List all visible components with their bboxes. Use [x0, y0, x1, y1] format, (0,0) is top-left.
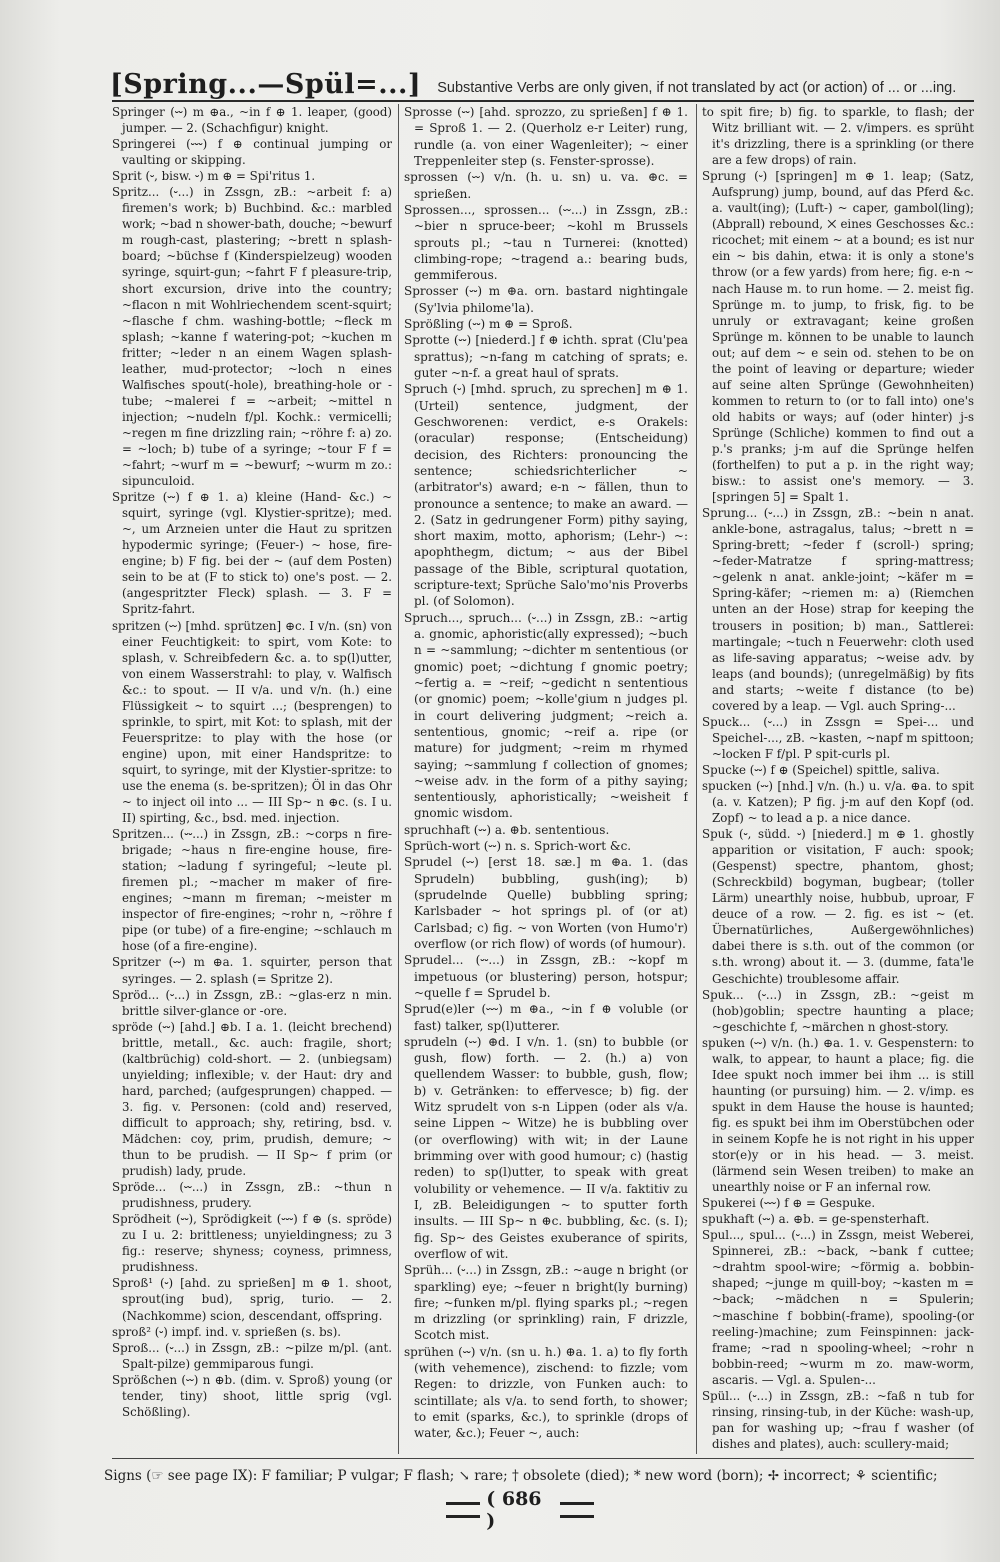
page-number: [440, 1488, 600, 1532]
header-rule: [112, 100, 974, 102]
dictionary-entry: sproß² (⏑) impf. ind. v. sprießen (s. bs).: [112, 1324, 342, 1339]
footer-rule: [112, 1458, 974, 1459]
ornament-icon: [560, 1502, 594, 1518]
dictionary-entry: Sprudel... (⏑⏑...) in Zssgn, zB.: ~kopf m impetuous (or blustering) person, hotspur; ~quelle f = Sprudel b.: [404, 953, 688, 1000]
dictionary-entry: Spukerei (⏑⏑⏑) f ⊕ = Gespuke.: [702, 1196, 876, 1211]
dictionary-entry: Spritzen... (⏑⏑...) in Zssgn, zB.: ~corps n fire-brigade; ~haus n fire-engine house, fire-station; ~ladung f syringeful; ~leute pl. firemen pl.; ~macher m maker of fire-engines; ~mann m fireman; ~meister m inspector of fire-engines; ~rohr n, ~röhre f pipe (or tube) of a fire-engine; ~schlauch m hose (of a fire-engine).: [112, 827, 392, 954]
dictionary-entry: Sprüh... (⏑...) in Zssgn, zB.: ~auge n bright (or sparkling) eye; ~feuer n bright(ly burning) fire; ~funken m/pl. flying sparks pl.; ~regen m drizzling (or sprinkling) rain, F drizzle, Scotch mist.: [404, 1263, 688, 1343]
dictionary-entry: Sprit (⏑, bisw. ⏑) m ⊕ = Spi'ritus 1.: [112, 169, 316, 184]
page-header: [110, 60, 980, 100]
dictionary-entry: Sprüch-wort (⏑⏑) n. s. Sprich-wort &c.: [404, 839, 632, 854]
dictionary-entry: Spruch (⏑) [mhd. spruch, zu sprechen] m ⊕ 1. (Urteil) sentence, judgment, der Geschworenen: verdict, e-s Orakels: (oracular) response; (Entscheidung) decision, des Richters: pronouncing the sentence; schiedsrichterlicher ~ (arbitrator's) award; e-n ~ fällen, thun to pronounce a sentence; to make an award. — 2. (Satz in gedrungener Form) pithy saying, short maxim, motto, aphorism; (Lehr-) ~: apophthegm, dictum; ~ aus der Bibel passage of the Bible, scriptural quotation, scripture-text; Sprüche Salo'mo'nis Proverbs pl. (of Solomon).: [404, 382, 688, 609]
dictionary-entry: Spuk... (⏑...) in Zssgn, zB.: ~geist m (hob)goblin; spectre haunting a place; ~geschichte f, ~märchen n ghost-story.: [702, 987, 974, 1034]
dictionary-entry: spucken (⏑⏑) [nhd.] v/n. (h.) u. v/a. ⊕a. to spit (a. v. Katzen); P fig. j-m auf den Kopf (od. Zopf) ~ to lead a p. a nice dance.: [702, 778, 974, 826]
dictionary-entry: Spuck... (⏑...) in Zssgn = Spei-... und Speichel-..., zB. ~kasten, ~napf m spittoon; ~locken F f/pl. P spit-curls pl.: [702, 714, 974, 761]
dictionary-entry: Sprud(e)ler (⏑⏑⏑) m ⊕a., ~in f ⊕ voluble (or fast) talker, sp(l)utterer.: [404, 1002, 688, 1033]
dictionary-entry: Sprudel (⏑⏑) [erst 18. sæ.] m ⊕a. 1. (das Sprudeln) bubbling, gush(ing); b) (sprudelnde Quelle) bubbling spring; Karlsbader ~ hot springs pl. of (or at) Carlsbad; c) fig. ~ von Worten (von Humo'r) overflow (or rich flow) of words (of humour).: [404, 855, 688, 951]
column-2: [404, 104, 688, 1454]
ornament-icon: [446, 1502, 480, 1518]
page-number-text: ( 686 ): [486, 1488, 542, 1532]
dictionary-entry: sprossen (⏑⏑) v/n. (h. u. sn) u. va. ⊕c. = sprießen.: [404, 170, 688, 201]
dictionary-entry: sprühen (⏑⏑) v/n. (sn u. h.) ⊕a. 1. a) to fly forth (with vehemence), zischend: to fizzle; vom Regen: to drizzle, von Funken auch: to scintillate; als v/a. to send forth, to shower; to emit (sparks, &c.), to sprinkle (drops of water, &c.); Feuer ~, auch:: [404, 1344, 688, 1441]
dictionary-entry: Sprosse (⏑⏑) [ahd. sprozzo, zu sprießen] f ⊕ 1. = Sproß 1. — 2. (Querholz e-r Leiter) rung, rundle (a. von einer Wagenleiter); ~ einer Treppenleiter step (s. Fenster-sprosse).: [404, 105, 688, 168]
dictionary-entry: Spül... (⏑...) in Zssgn, zB.: ~faß n tub for rinsing, rinsing-tub, in der Küche: wash-up, pan for washing up; ~frau f washer (of dishes and plates), auch: scullery-maid;: [702, 1388, 974, 1451]
dictionary-entry: spruchhaft (⏑⏑) a. ⊕b. sententious.: [404, 822, 610, 837]
column-divider: [398, 104, 399, 1454]
dictionary-entry: Sprossen..., sprossen... (⏑⏑...) in Zssgn, zB.: ~bier n spruce-beer; ~kohl m Brussels sprouts pl.; ~tau n Turnerei: (knotted) climbing-rope; ~tragend a.: bearing buds, gemmiferous.: [404, 202, 688, 283]
dictionary-entry: Sproß¹ (⏑) [ahd. zu sprießen] m ⊕ 1. shoot, sprout(ing bud), sprig, turio. — 2. (Nachkomme) scion, descendant, offspring.: [112, 1276, 392, 1323]
dictionary-entry: Sprung... (⏑...) in Zssgn, zB.: ~bein n anat. ankle-bone, astragalus, talus; ~brett n = Spring-brett; ~feder f (scroll-) spring; ~feder-Matratze f spring-mattress; ~gelenk n anat. ankle-joint; ~käfer m = Spring-käfer; ~riemen m: a) (Riemchen unten an der Hose) strap for keeping the trousers in position; b) man., Sattlerei: martingale; ~tuch n Feuerwehr: cloth used as life-saving apparatus; ~weise adv. by leaps (and bounds); (unregelmäßig) by fits and starts; ~weite f distance (to be) covered by a leap. — Vgl. auch Spring-...: [702, 506, 974, 713]
dictionary-entry: Spritzer (⏑⏑) m ⊕a. 1. squirter, person that syringes. — 2. splash (= Spritze 2).: [112, 955, 392, 986]
signs-legend: Signs (☞ see page IX): F familiar; P vulgar; F flash; ↘ rare; † obsolete (died); * new word (born); ✢ incorrect; ⚘ scientific;: [104, 1468, 938, 1484]
dictionary-entry: to spit fire; b) fig. to sparkle, to flash; der Witz brilliant wit. — 2. v/impers. es sprüht it's drizzling, there is a sprinkling (or there are a few drops) of rain.: [702, 105, 974, 168]
dictionary-entry: spuken (⏑⏑) v/n. (h.) ⊕a. 1. v. Gespenstern: to walk, to appear, to haunt a place; fig. die Idee spukt noch immer bei ihm ... is still haunting (or pursuing) him. — 2. v/imp. es spukt in dem Hause the house is haunted; fig. es spukt bei ihm im Oberstübchen oder in seinem Kopfe he is not right in his upper stor(e)y or in his head. — 3. meist. (lärmend sein Wesen treiben) to make an unearthly noise or F an infernal row.: [702, 1035, 974, 1195]
column-divider: [696, 104, 697, 1454]
dictionary-entry: Sprosser (⏑⏑) m ⊕a. orn. bastard nightingale (Sy'lvia philome'la).: [404, 284, 688, 315]
dictionary-entry: Spritz... (⏑...) in Zssgn, zB.: ~arbeit f: a) firemen's work; b) Buchbind. &c.: marbled work; ~bad n shower-bath, douche; ~bewurf m rough-cast, plastering; ~brett n splash-board; ~büchse f (Kinderspielzeug) wooden syringe, squirt-gun; ~fahrt F f pleasure-trip, short excursion, drive into the country; ~flacon n mit Wohlriechendem scent-squirt; ~flasche f chm. washing-bottle; ~fleck m splash; ~kanne f watering-pot; ~kuchen m fritter; ~leder n an einem Wagen splash-leather, mud-protector; ~loch n eines Walfisches spout(-hole), breathing-hole or -tube; ~malerei f = ~arbeit; ~mittel n injection; ~nudeln f/pl. Kochk.: vermicelli; ~regen m fine drizzling rain; ~röhre f: a) zo. = ~loch; b) tube of a syringe; ~tour F f = ~fahrt; ~wurf m = ~bewurf; ~wurm m zo.: sipunculoid.: [112, 185, 392, 489]
dictionary-entry: Spröd... (⏑...) in Zssgn, zB.: ~glas-erz n min. brittle silver-glance or -ore.: [112, 987, 392, 1018]
dictionary-entry: Spritze (⏑⏑) f ⊕ 1. a) kleine (Hand- &c.) ~ squirt, syringe (vgl. Klystier-spritze); med. ~, um Arzneien unter die Haut zu spritzen hypodermic syringe; (Feuer-) ~ hose, fire-engine; b) F fig. bei der ~ (auf dem Posten) sein to be at (F to stick to) one's post. — 2. (angespritzter Fleck) splash. — 3. F = Spritz-fahrt.: [112, 490, 392, 617]
dictionary-entry: Sprödheit (⏑⏑), Sprödigkeit (⏑⏑⏑) f ⊕ (s. spröde) zu I u. 2: brittleness; unyieldingness; zu 3 fig.: reserve; shyness; coyness, primness, prudishness.: [112, 1212, 392, 1275]
dictionary-entry: Springer (⏑⏑) m ⊕a., ~in f ⊕ 1. leaper, (good) jumper. — 2. (Schachfigur) knight.: [112, 105, 392, 136]
column-3: [702, 104, 974, 1454]
dictionary-entry: Sprung (⏑) [springen] m ⊕ 1. leap; (Satz, Aufsprung) jump, bound, auf das Pferd &c. a. vault(ing); (Luft-) ~ caper, gambol(ling); (Abprall) rebound, ✕ eines Geschosses &c.: ricochet; mit einem ~ at a bound; es ist nur ein ~ bis dahin, etwa: it is only a stone's throw (or a few yards) from here; fig. e-n ~ nach Hause m. to run home. — 2. meist fig. Sprünge m. to jump, to frisk, fig. to be unruly or extravagant; keine großen Sprünge m. können to be unable to launch out; auf dem ~ e sein od. stehen to be on the point of leaving or departure; wieder auf seine alten Sprünge (Gewohnheiten) kommen to return to (or to fall into) one's old habits or ways; auf (oder hinter) j-s Sprünge (Schliche) kommen to find out a p.'s pranks; j-m auf die Sprünge helfen (forthelfen) to put a p. in the right way; bisw.: to assist one's memory. — 3. [springen 5] = Spalt 1.: [702, 169, 974, 505]
dictionary-entry: Spruch..., spruch... (⏑...) in Zssgn, zB.: ~artig a. gnomic, aphoristic(ally expressed); ~buch n = ~sammlung; ~dichter m sententious (or gnomic) poet; ~dichtung f gnomic poetry; ~fertig a. = ~reif; ~gedicht n sententious (or gnomic) poem; ~kolle'gium n judges pl. in court delivering judgment; ~reich a. sententious, gnomic; ~reif a. ripe (or mature) for judgment; ~reim m rhymed saying; ~sammlung f collection of gnomes; ~weise adv. in the form of a pithy saying; sententiously, aphoristically; ~weisheit f gnomic wisdom.: [404, 610, 688, 821]
running-head: [Spring...—Spül=...]: [110, 69, 422, 100]
dictionary-entry: spukhaft (⏑⏑) a. ⊕b. = ge-spensterhaft.: [702, 1212, 930, 1227]
dictionary-entry: Sprotte (⏑⏑) [niederd.] f ⊕ ichth. sprat (Clu'pea sprattus); ~n-fang m catching of sprats; e. guter ~n-f. a great haul of sprats.: [404, 333, 688, 380]
columns: [112, 104, 974, 1454]
column-1: [112, 104, 392, 1454]
dictionary-entry: Sproß... (⏑...) in Zssgn, zB.: ~pilze m/pl. (ant. Spalt-pilze) gemmiparous fungi.: [112, 1340, 392, 1371]
dictionary-entry: spritzen (⏑⏑) [mhd. sprützen] ⊕c. I v/n. (sn) von einer Feuchtigkeit: to spirt, vom Kote: to splash, v. Schreibfedern &c. a. to sp(l)utter, von einem Wasserstrahl: to play, v. Walfisch &c.: to spout. — II v/a. und v/n. (h.) eine Flüssigkeit ~ to squirt ...; (besprengen) to sprinkle, to spirt, mit Kot: to splash, mit der Feuerspritze: to play with the hose (or engine) upon, mit einer Handspritze: to squirt, to syringe, mit der Klystier-spritze: to use the enema (s. be-spritzen); Öl in das Ohr ~ to inject oil into ... — III Sp~ n ⊕c. (s. I u. II) spirting, &c., bsd. med. injection.: [112, 618, 392, 826]
dictionary-entry: sprudeln (⏑⏑) ⊕d. I v/n. 1. (sn) to bubble (or gush, flow) forth. — 2. (h.) a) von quellendem Wasser: to bubble, gush, flow; b) v. Getränken: to effervesce; b) fig. der Witz sprudelt von s-n Lippen (oder als v/a. seine Lippen ~ Witze) he is bubbling over (or overflowing) with wit; in der Laune brimming over with good humour; c) (hastig reden) to sp(l)utter, to speak with great volubility or vehemence. — II v/a. faktitiv zu I, zB. Beleidigungen ~ to sputter forth insults. — III Sp~ n ⊕c. bubbling, &c. (s. I); fig. Sp~ des Geistes exuberance of spirits, overflow of wit.: [404, 1034, 688, 1261]
dictionary-entry: Sprößling (⏑⏑) m ⊕ = Sproß.: [404, 317, 573, 332]
dictionary-entry: Sprößchen (⏑⏑) n ⊕b. (dim. v. Sproß) young (or tender, tiny) shoot, little sprig (vgl. Schößling).: [112, 1372, 392, 1419]
dictionary-entry: Spröde... (⏑⏑...) in Zssgn, zB.: ~thun n prudishness, prudery.: [112, 1180, 392, 1211]
header-note: Substantive Verbs are only given, if not translated by act (or action) of ... or ...ing.: [437, 80, 957, 96]
dictionary-entry: Spucke (⏑⏑) f ⊕ (Speichel) spittle, saliva.: [702, 762, 940, 777]
dictionary-entry: Spuk (⏑, südd. ⏑) [niederd.] m ⊕ 1. ghostly apparition or visitation, F auch: spook; (Gespenst) spectre, phantom, ghost; (Schreckbild) bogyman, bugbear; (toller Lärm) unearthly noise, hubbub, uproar, F deuce of a row. — 2. fig. es ist ~ (et. Übernatürliches, Außergewöhnliches) dabei there is s.th. out of the common (or s.th. wrong) about it. — 3. (dumme, fata'le Geschichte) troublesome affair.: [702, 827, 974, 986]
dictionary-entry: Springerei (⏑⏑⏑) f ⊕ continual jumping or vaulting or skipping.: [112, 137, 392, 168]
dictionary-entry: spröde (⏑⏑) [ahd.] ⊕b. I a. 1. (leicht brechend) brittle, metall., &c. auch: fragile, short; (kaltbrüchig) cold-short. — 2. (unbiegsam) unyielding; inflexible; v. der Haut: dry and hard, parched; (aufgesprungen) chapped. — 3. fig. v. Personen: (cold and) reserved, difficult to approach; shy, retiring, bsd. v. Mädchen: coy, prim, prudish, demure; ~ thun to be prudish. — II Sp~ f prim (or prudish) lady, prude.: [112, 1019, 392, 1179]
dictionary-entry: Spul..., spul... (⏑...) in Zssgn, meist Weberei, Spinnerei, zB.: ~back, ~bank f cuttee; ~drahtm spool-wire; ~förmig a. bobbin-shaped; ~junge m quill-boy; ~kasten m = ~back; ~mädchen n = Spulerin; ~maschine f bobbin(-frame), spooling-(or reeling-)machine; zum Feinspinnen: jack-frame; ~rad n spooling-wheel; ~rohr n bobbin-reed; ~wurm m zo. maw-worm, ascaris. — Vgl. a. Spulen-...: [702, 1228, 974, 1387]
